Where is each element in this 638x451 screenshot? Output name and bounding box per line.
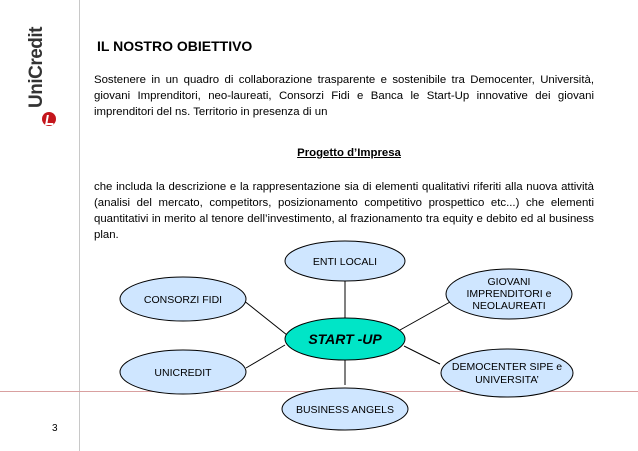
label-giovani-line3: NEOLAUREATI [472,300,546,312]
connector-consorzi-fidi [243,300,287,335]
page-number: 3 [52,423,58,434]
logo-wordmark: UniCredit [26,27,47,108]
label-democenter-line1: DEMOCENTER SIPE e [451,361,563,373]
label-business-angels: BUSINESS ANGELS [295,404,395,416]
label-start-up: START -UP [308,331,382,347]
label-unicredit: UNICREDIT [154,367,212,379]
label-giovani-line2: IMPRENDITORI e [466,288,552,300]
label-consorzi-fidi: CONSORZI FIDI [143,294,223,306]
connector-democenter [404,346,440,364]
connector-giovani [400,302,450,330]
intro-paragraph: Sostenere in un quadro di collaborazione trasparente e sostenibile tra Democenter, Università, giovani Imprenditori, neo-laureati, Consorzi Fidi e Banca le Start-Up innovative dei giovani imprenditori del ns. Territorio in presenza di un [94,74,594,118]
page-title: IL NOSTRO OBIETTIVO [97,38,253,54]
connector-unicredit [246,345,285,368]
label-democenter-line2: UNIVERSITA’ [475,374,539,386]
label-enti-locali: ENTI LOCALI [312,256,378,268]
description-paragraph: che includa la descrizione e la rappresentazione sia di elementi qualitativi riferiti alla nuova attività (analisi del mercato, competitors, posizionamento competitivo prospettico etc...) che elementi quantitativi in merito al tenore dell’investimento, al frazionamento tra equity e debito ed al business plan. [94,181,594,241]
node-democenter [441,349,573,397]
project-subtitle: Progetto d’Impresa [297,147,401,159]
label-giovani-line1: GIOVANI [487,276,531,288]
